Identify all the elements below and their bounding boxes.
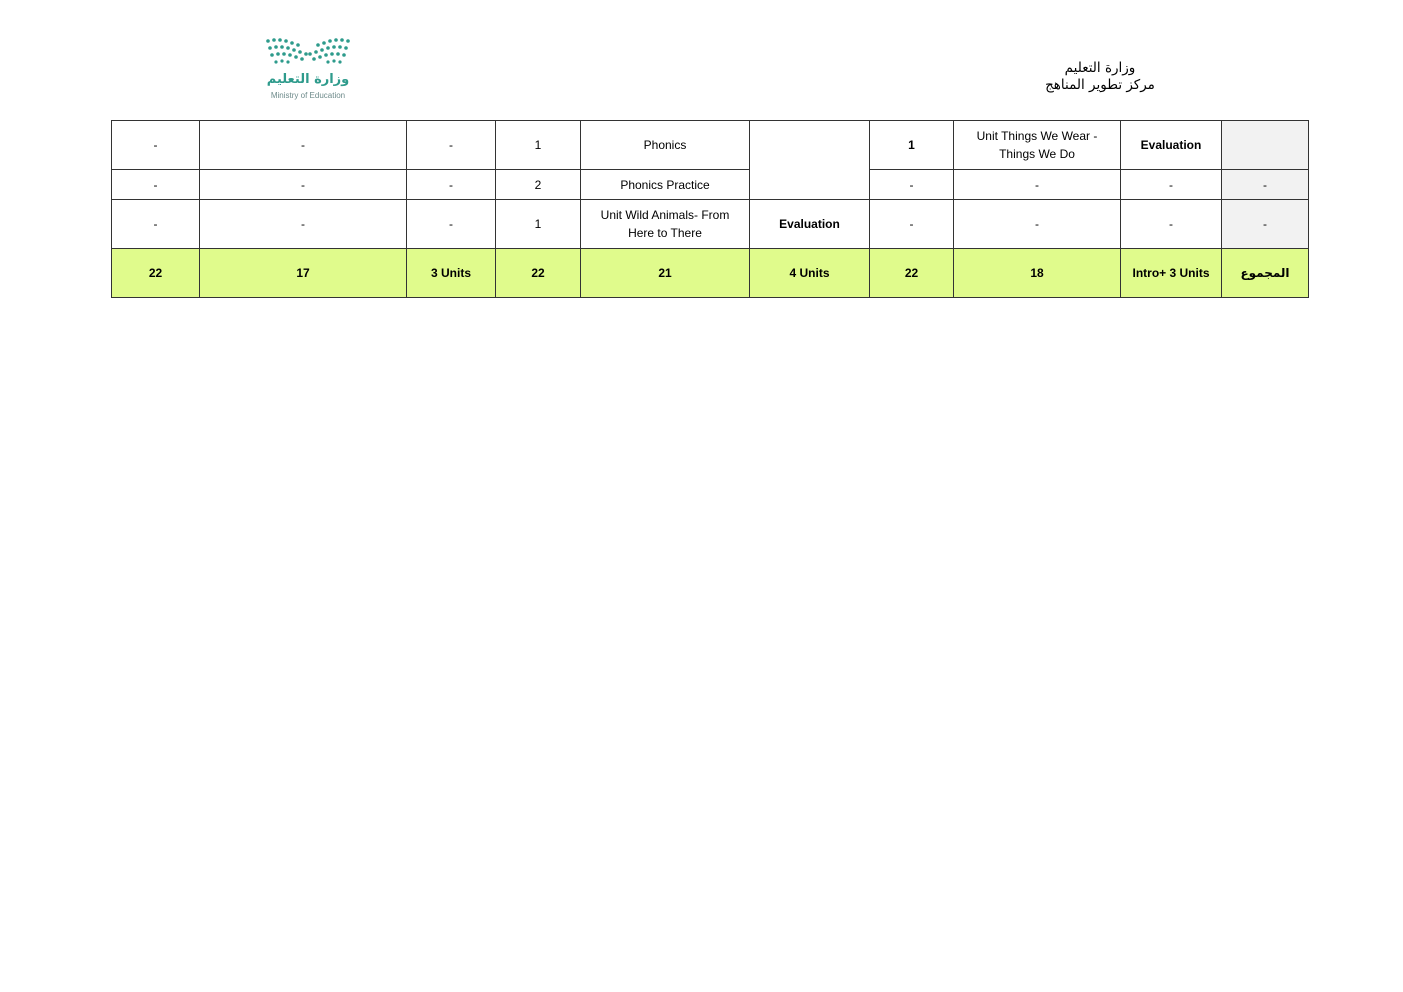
table-cell: Unit Wild Animals- From Here to There xyxy=(581,200,750,249)
curriculum-table xyxy=(111,120,1309,298)
table-cell: - xyxy=(112,121,200,170)
table-cell: 1 xyxy=(870,121,954,170)
table-row xyxy=(112,170,1309,200)
table-cell: 22 xyxy=(870,249,954,298)
table-cell xyxy=(1222,121,1309,170)
logo-english-text: Ministry of Education xyxy=(270,91,346,100)
table-cell: 22 xyxy=(496,249,581,298)
table-cell: 1 xyxy=(496,121,581,170)
table-cell: - xyxy=(954,170,1121,200)
table-cell: 3 Units xyxy=(407,249,496,298)
table-cell: Intro+ 3 Units xyxy=(1121,249,1222,298)
table-cell: - xyxy=(407,200,496,249)
table-cell: 21 xyxy=(581,249,750,298)
table-cell: 2 xyxy=(496,170,581,200)
table-cell: - xyxy=(1222,200,1309,249)
table-cell: - xyxy=(112,170,200,200)
table-cell: - xyxy=(954,200,1121,249)
table-row xyxy=(112,200,1309,249)
table-cell: - xyxy=(200,121,407,170)
table-cell: - xyxy=(112,200,200,249)
table-row xyxy=(112,121,1309,170)
table-cell: - xyxy=(870,200,954,249)
table-cell: 17 xyxy=(200,249,407,298)
table-cell: - xyxy=(1121,170,1222,200)
table-cell: - xyxy=(1121,200,1222,249)
table-cell: - xyxy=(407,121,496,170)
table-cell: - xyxy=(200,200,407,249)
table-cell: Evaluation xyxy=(1121,121,1222,170)
table-cell: 4 Units xyxy=(750,249,870,298)
table-cell: - xyxy=(1222,170,1309,200)
ministry-line-1: وزارة التعليم xyxy=(1064,60,1136,76)
ministry-line-2: مركز تطوير المناهج xyxy=(1045,77,1155,93)
table-cell: 22 xyxy=(112,249,200,298)
table-cell: Phonics Practice xyxy=(581,170,750,200)
table-total-row xyxy=(112,249,1309,298)
logo-arabic-text: وزارة التعليم xyxy=(266,72,350,87)
table-cell: - xyxy=(407,170,496,200)
table-cell: Evaluation xyxy=(750,200,870,249)
table-cell: 18 xyxy=(954,249,1121,298)
table-cell-merged xyxy=(750,121,870,200)
table-cell: المجموع xyxy=(1222,249,1309,298)
table-cell: - xyxy=(200,170,407,200)
table-cell: - xyxy=(870,170,954,200)
table-cell: 1 xyxy=(496,200,581,249)
table-cell: Unit Things We Wear - Things We Do xyxy=(954,121,1121,170)
table-cell: Phonics xyxy=(581,121,750,170)
ministry-header xyxy=(1020,60,1180,94)
